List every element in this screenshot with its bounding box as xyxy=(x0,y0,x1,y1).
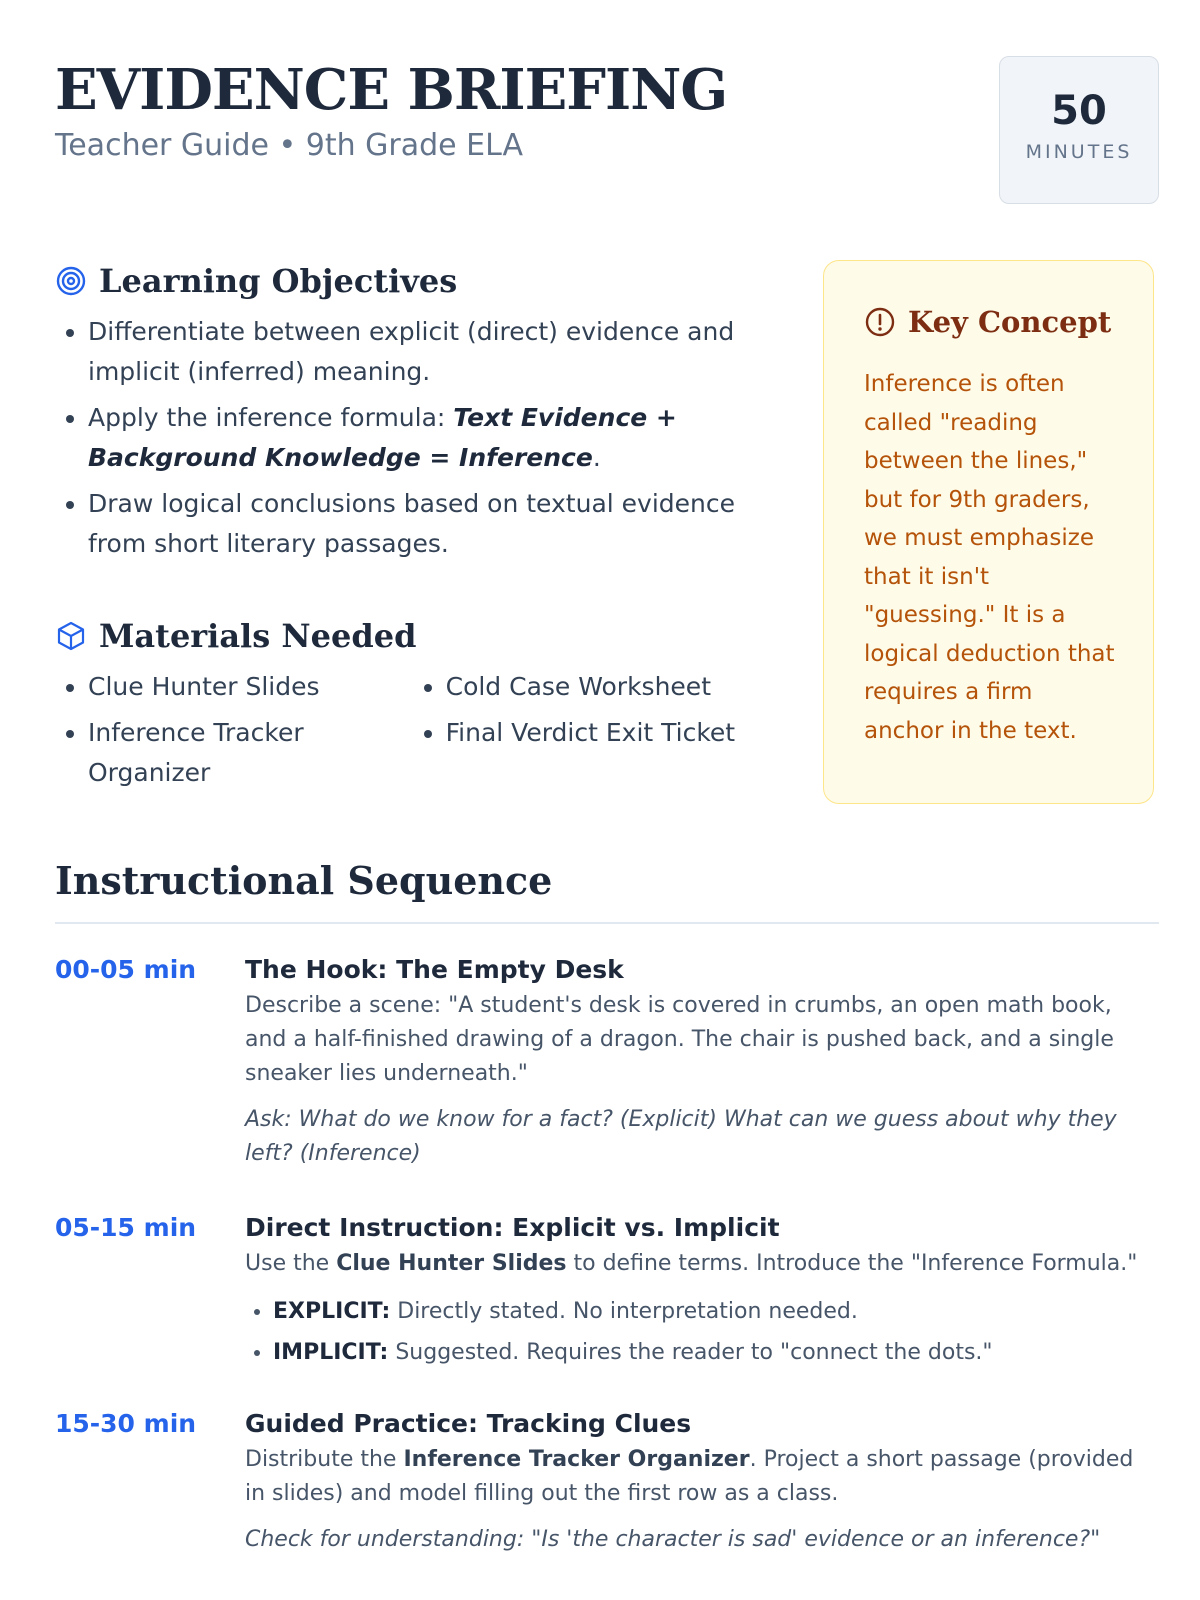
bullet-label: IMPLICIT: xyxy=(273,1339,389,1365)
objective-item: • Differentiate between explicit (direct) evidence and implicit (inferred) meaning. xyxy=(88,312,775,392)
bullet-text: Directly stated. No interpretation needed. xyxy=(390,1298,858,1324)
page-title: EVIDENCE BRIEFING xyxy=(55,57,728,123)
sequence-step xyxy=(55,953,1159,1171)
materials-column-left xyxy=(55,667,413,799)
step-time: 00-05 min xyxy=(55,954,197,984)
step-title: The Hook: The Empty Desk xyxy=(245,954,624,984)
step-description xyxy=(245,1247,1159,1281)
material-reference: Clue Hunter Slides xyxy=(336,1250,567,1276)
materials-heading-row xyxy=(55,617,775,655)
step-bullet xyxy=(273,1332,1159,1373)
objectives-heading: Learning Objectives xyxy=(99,262,458,300)
key-concept-callout xyxy=(823,260,1154,804)
inference-formula: Text Evidence + Background Knowledge = Inference xyxy=(88,403,677,472)
material-item: • Cold Case Worksheet xyxy=(446,667,775,707)
duration-badge xyxy=(999,56,1159,204)
objectives-list xyxy=(55,312,775,564)
material-reference: Inference Tracker Organizer xyxy=(403,1446,750,1472)
materials-grid xyxy=(55,667,775,799)
key-concept-text: Inference is often called "reading between the lines," but for 9th graders, we must emphasize that it isn't "guessing." It is a logical deduction that requires a firm anchor in the text. xyxy=(864,371,1115,744)
objective-item: • Draw logical conclusions based on textual evidence from short literary passages. xyxy=(88,484,775,564)
page-subtitle: Teacher Guide • 9th Grade ELA xyxy=(55,128,524,163)
step-body xyxy=(245,1211,1159,1373)
step-text-start: Distribute the xyxy=(245,1446,404,1472)
material-item: • Inference Tracker Organizer xyxy=(88,713,413,793)
step-time: 15-30 min xyxy=(55,1408,197,1438)
bullet-label: EXPLICIT: xyxy=(273,1298,391,1324)
objective-text-end: . xyxy=(592,443,601,472)
step-title: Direct Instruction: Explicit vs. Implicit xyxy=(245,1212,780,1242)
step-time: 05-15 min xyxy=(55,1212,197,1242)
step-text-end: . Project a short passage (provided in slides) and model filling out the first row as a class. xyxy=(245,1446,1134,1506)
materials-section xyxy=(55,617,775,799)
header xyxy=(55,56,1159,206)
key-concept-heading: Key Concept xyxy=(908,305,1112,339)
step-description: Describe a scene: "A student's desk is covered in crumbs, an open math book, and a half-finished drawing of a dragon. The chair is pushed back, and a single sneaker lies underneath." xyxy=(245,992,1114,1086)
step-body xyxy=(245,1407,1159,1557)
sequence-step xyxy=(55,1211,1159,1373)
objectives-heading-row xyxy=(55,262,775,300)
step-title: Guided Practice: Tracking Clues xyxy=(245,1408,692,1438)
step-text-start: Use the xyxy=(245,1250,337,1276)
objective-text: Apply the inference formula: xyxy=(88,403,454,432)
box-icon xyxy=(55,620,87,652)
step-bullet xyxy=(273,1291,1159,1332)
material-item: • Clue Hunter Slides xyxy=(88,667,413,707)
material-item: • Final Verdict Exit Ticket xyxy=(446,713,775,753)
step-note: Ask: What do we know for a fact? (Explicit) What can we guess about why they left? (Inference) xyxy=(245,1106,1117,1166)
bullet-text: Suggested. Requires the reader to "connect the dots." xyxy=(388,1339,993,1365)
sequence-heading: Instructional Sequence xyxy=(55,858,553,903)
sequence-step xyxy=(55,1407,1159,1557)
step-bullets xyxy=(245,1291,1159,1373)
objective-item xyxy=(88,398,775,478)
step-text-end: to define terms. Introduce the "Inference Formula." xyxy=(566,1250,1138,1276)
target-icon xyxy=(55,265,87,297)
alert-circle-icon xyxy=(864,306,896,338)
duration-number: 50 xyxy=(1051,88,1107,134)
section-divider xyxy=(55,922,1159,924)
instructional-sequence-section xyxy=(55,856,1159,1557)
materials-column-right xyxy=(413,667,775,799)
materials-heading: Materials Needed xyxy=(99,617,417,655)
step-description xyxy=(245,1443,1159,1511)
learning-objectives-section xyxy=(55,262,775,570)
key-concept-heading-row xyxy=(864,305,1115,339)
step-body xyxy=(245,953,1159,1171)
duration-unit: MINUTES xyxy=(1025,141,1133,163)
step-note: Check for understanding: "Is 'the character is sad' evidence or an inference?" xyxy=(245,1526,1101,1552)
